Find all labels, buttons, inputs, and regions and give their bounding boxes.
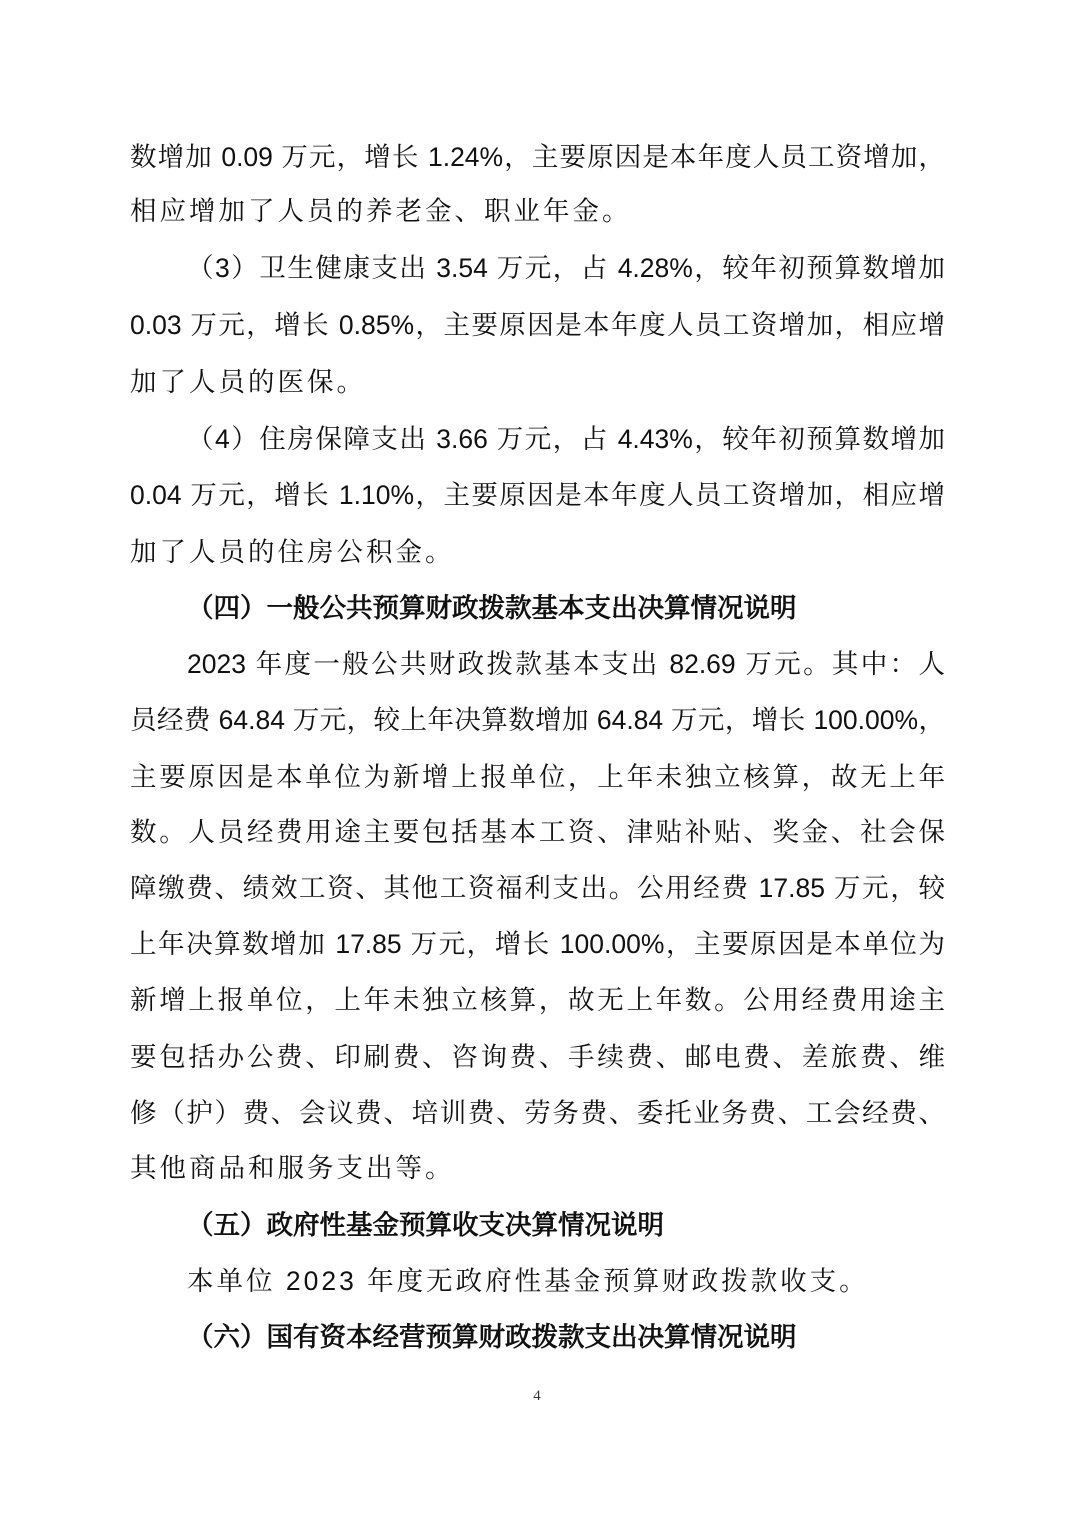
body-text-line: 数增加 0.09 万元，增长 1.24%，主要原因是本年度人员工资增加， [130,142,945,172]
body-text-line: 0.04 万元，增长 1.10%，主要原因是本年度人员工资增加，相应增 [130,480,945,510]
body-text-line: 修（护）费、会议费、培训费、劳务费、委托业务费、工会经费、 [130,1098,945,1128]
body-text-line: 障缴费、绩效工资、其他工资福利支出。公用经费 17.85 万元，较 [130,873,945,903]
body-text-line: 新增上报单位，上年未独立核算，故无上年数。公用经费用途主 [130,985,945,1015]
body-text-line: （4）住房保障支出 3.66 万元，占 4.43%，较年初预算数增加 [187,424,945,454]
body-text-line: 数。人员经费用途主要包括基本工资、津贴补贴、奖金、社会保 [130,817,945,847]
section-heading: （六）国有资本经营预算财政拨款支出决算情况说明 [187,1322,797,1352]
body-text-line: 其他商品和服务支出等。 [130,1153,455,1183]
body-text-line: 加了人员的住房公积金。 [130,537,455,567]
section-heading: （四）一般公共预算财政拨款基本支出决算情况说明 [187,593,797,623]
body-text-line: 相应增加了人员的养老金、职业年金。 [130,196,632,226]
page-number: 4 [533,1388,541,1404]
body-text-line: 上年决算数增加 17.85 万元，增长 100.00%，主要原因是本单位为 [130,929,945,959]
body-text-line: 主要原因是本单位为新增上报单位，上年未独立核算，故无上年 [130,762,945,792]
body-text-line: （3）卫生健康支出 3.54 万元，占 4.28%，较年初预算数增加 [187,253,945,283]
section-heading: （五）政府性基金预算收支决算情况说明 [187,1210,664,1240]
body-text-line: 要包括办公费、印刷费、咨询费、手续费、邮电费、差旅费、维 [130,1042,945,1072]
body-text-line: 本单位 2023 年度无政府性基金预算财政拨款收支。 [187,1266,869,1296]
body-text-line: 2023 年度一般公共财政拨款基本支出 82.69 万元。其中：人 [187,649,945,679]
body-text-line: 0.03 万元，增长 0.85%，主要原因是本年度人员工资增加，相应增 [130,310,945,340]
body-text-line: 加了人员的医保。 [130,367,366,397]
body-text-line: 员经费 64.84 万元，较上年决算数增加 64.84 万元，增长 100.00%， [130,705,945,735]
